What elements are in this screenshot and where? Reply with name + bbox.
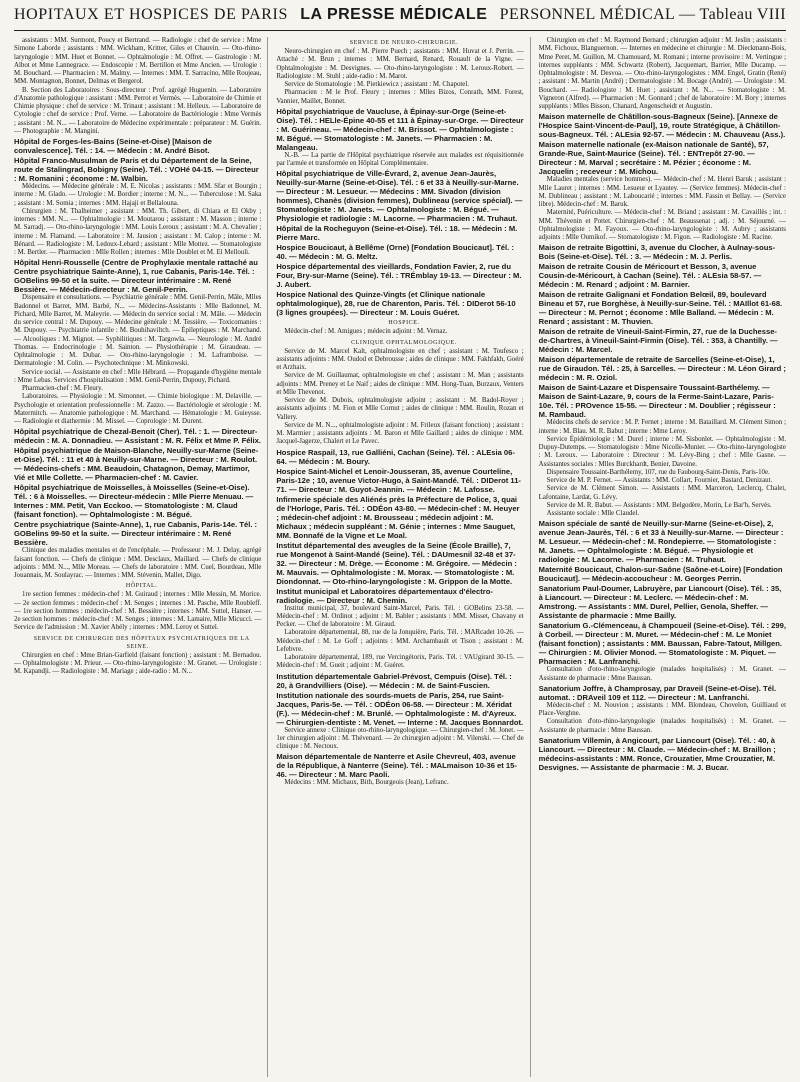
institution-heading: Maison de retraite de Vineuil-Saint-Firmin, 27, rue de la Duchesse-de-Chartres, à Vineuil-Saint-Firmin (Oise). Tél. : 353, à Chantilly. — Médecin : M. Marcel. [538, 327, 778, 355]
section-subheading: HÔPITAL. [125, 583, 158, 590]
staff-paragraph: Médecin-chef : M. Amigues ; médecin adjoint : M. Vernaz. [284, 328, 448, 336]
staff-paragraph: Service Épidémiologie : M. Durel ; interne : M. Sisbonlet. — Ophtalmologiste : M. Dupuy-Dutemps. — Stomatologiste : Mme Nicolle-Munier. — Oto-rhino-laryngologiste : M. Leroux. — Laboratoire : Directeur : M. Lévy-Bing ; chef : Mlle Gasne. — Assistantes sociales : Mlles Burckhardt, Benier, Davoine. [538, 435, 786, 468]
section-subheading: CLINIQUE OPHTALMOLOGIQUE. [351, 339, 457, 346]
staff-paragraph: Neuro-chirurgien en chef : M. Pierre Puech ; assistants : MM. Huvat et J. Perrin. — Attaché : M. Brun ; internes : MM. Bernard, Renard, Rouault de la Vigne. — Ophtalmologiste : M. Desvignes. — Oto-rhino-laryngologiste : M. Leroux-Robert. — Radiologiste : M. Stuhl ; aide-radio : M. Marot. [276, 48, 524, 80]
institution-heading: Institution départementale Gabriel-Prévost, Cempuis (Oise). Tél. : 20, à Grandvilliers (Oise). — Médecin : M. de Saint-Fuscien. [276, 671, 512, 690]
staff-paragraph: Laboratoire départemental, 189, rue Vercingétorix, Paris. Tél. : VAUgirard 30-15. — Médecin-chef : M. Gueit ; adjoint : M. Guéret. [276, 654, 524, 670]
staff-paragraph: Service de M. Marcel Kalt, ophtalmologiste en chef ; assistant : M. Toufesco ; assistants adjoints : MM. Oudod et Debrousse ; aides de clinique : MM. Fakhfakh, Goéré et Arzhaix. [276, 347, 524, 371]
institution-heading: Institution nationale des sourds-muets de Paris, 254, rue Saint-Jacques, Paris-5e. — Tél. : ODÉon 06-58. — Directeur : M. Xéridat (F.). — Médecin-chef : M. Brunlé. — Ophtalmologiste : M. d'Ayreux. — Chirurgien-dentiste : M. Venet. — Interne : M. Jacques Bonnardot. [276, 690, 524, 727]
staff-paragraph: Pharmacien : M le Prof. Fleury ; internes : Mlles Bizos, Conrath, MM. Forest, Vannier, Maillet, Bonnet. [276, 89, 524, 105]
institution-heading: Hospice Saint-Michel et Lenoir-Jousseran, 35, avenue Courteline, Paris-12e ; 10, avenue Victor-Hugo, à Saint-Mandé. Tél. : DIDerot 11-71. — Directeur : M. Guyot-Jeannin. — Médecin : M. Lafosse. [276, 466, 521, 494]
institution-heading: Hospice départemental des vieillards, Fondation Favier, 2, rue du Four, Bry-sur-Marne (Seine). Tél. : TRÉmblay 19-13. — Directeur : M. J. Aubert. [276, 262, 522, 290]
staff-paragraph: Médecins. — Médecine générale : M. E. Nicolas ; assistants : MM. Sfar et Bourgin ; interne : M. Glado. — Urologie : M. Bordier ; interne : M. N... — Tuberculose : M. Saka ; assistant : M. Somia ; internes : MM. Hajaji et Bellalouna. [14, 183, 262, 207]
section-subheading: HOSPICE. [388, 320, 420, 327]
institution-heading: Sanatorium G.-Clémenceau, à Champcueil (Seine-et-Oise). Tél. : 299, à Corbeil. — Directeur : M. Muret. — Médecin-chef : M. Le Moniet (faisant fonction) ; assistants : MM. Baussan, Fabre-Tatout, Millgen. — Chirurgien : M. Olivier Monod. — Stomatologiste : M. Piquet. — Pharmacien : M. Lanfranchi. [538, 621, 786, 667]
staff-paragraph: 1re section femmes : médecin-chef : M. Guiraud ; internes : Mlle Messin, M. Morice. — 2e section femmes : médecin-chef : M. Senges ; internes : M. Pasche, Mlle Roubleff. — 1re section hommes : médecin-chef : M. Bessière ; internes : MM. Suttel, Hanser. — 2e section hommes : médecin-chef : M. Senges ; internes : M. Lamaire, Mlle Micucci. — Service de l'admission : M. Xavier Abély ; internes : MM. Leroy et Suttel. [14, 591, 262, 632]
staff-paragraph: Maladies mentales (service hommes). — Médecin-chef : M. Henri Baruk ; assistant : Mlle Lauret ; internes : MM. Lesueur et Lyautey. — (Service femmes). Médecin-chef : M. Dublineau ; assistant : M. Laboucarié ; internes : MM. Fassin et Bellay. — (Service libre). Médecin-chef : M. Baruk. [538, 176, 786, 208]
institution-heading: Hôpital de Forges-les-Bains (Seine-et-Oise) [Maison de convalescence]. Tél. : 14. — Médecin : M. André Bisot. [14, 137, 212, 155]
institution-heading: Maison de retraite Galignani et Fondation Belœil, 89, boulevard Bineau et 57, rue Borghèse, à Neuilly-sur-Seine. Tél. : MAIllot 61-68. — Directeur : M. Pernot ; économe : Mlle Balland. — Médecin : M. Renard ; assistant : M. Thuvien. [538, 290, 783, 327]
staff-paragraph: Dispensaire et consultations. — Psychiatrie générale : MM. Genil-Perrin, Mâle, Mlles Badonnel et Barret, MM. Barbé, N... — Médecins-Assistants : Mlle Badonnel, M. Pichard, Mlle Barret, M. Maleyrie. — Médecin du service social : M. Mâle. — Médecin du service central : M. Dupouy. — Médecine générale : M. Tessière. — Toxicomanies : M. Dupouy. — Psychiatrie infantile : M. Bouhihaviltch. — Épileptiques : M. Marchand. — Alcooliques : M. Mignot. — Syphilitiques : M. Targowla. — Neurologie : M. André Thomas. — Endocrinologie : M. Sainton. — Physiothérapie : M. Giraudeau. — Ophtalmologie : M. Dubar. — Oto-rhino-laryngologie : M. Laframboise. — Dermatologie : M. Colin. — Psychotechnique : M. Minkowski. [14, 294, 262, 368]
institution-heading: Hôpital psychiatrique de Moisselles, à Moisselles (Seine-et-Oise). Tél. : 6 à Moisselles. — Directeur-médecin : Mlle Pierre Menuau. — Internes : MM. Petit, Van Ecckoo. — Stomatologiste : M. Claud (faisant fonction). — Ophtalmologiste : M. Bégué. [14, 483, 254, 520]
institution-heading: Hôpital Henri-Rousselle (Centre de Prophylaxie mentale rattaché au Centre psychiatrique Sainte-Anne), 1, rue Cabanis, Paris-14e. Tél. : GOBelins 99-50 et la suite. — Directeur intérimaire : M. René Bessière. — Médecin-directeur : M. Genil-Perrin. [14, 258, 258, 295]
column-1 [14, 37, 268, 1077]
staff-paragraph: Service annexe : Clinique oto-rhino-laryngologique. — Chirurgien-chef : M. Jonet. — 1er chirurgien adjoint : M. Thévenard. — 2e chirurgien adjoint : M. Vilenski. — Chef de clinique : M. Nectoux. [276, 726, 524, 750]
institution-heading: Hôpital psychiatrique de Vaucluse, à Épinay-sur-Orge (Seine-et-Oise). Tél. : HELle-Épine 40-55 et 111 à Épinay-sur-Orge. — Directeur : M. Guérineau. — Médecin-chef : M. Brissot. — Ophtalmologiste : M. Bégué. — Stomatologiste : M. Janets. — Pharmacien : M. Malangeau. [276, 106, 524, 152]
staff-paragraph: Médecins chefs de service : M. P. Fernet ; interne : M. Bataillard. M. Clément Simon ; interne : M. Blau. M. R. Babut ; interne : Mme Leroy. [538, 419, 786, 435]
institution-heading: Infirmerie spéciale des Aliénés près la Préfecture de Police, 3, quai de l'Horloge, Paris. Tél. : ODÉon 43-80. — Médecin-chef : M. Heuyer ; médecin-chef adjoint : M. Brousseau ; médecin adjoint : M. Michaux ; médecin suppléant : M. Génie ; internes : Mme Sauguet, MM. Bonnafé de la Vigne et Le Moal. [276, 494, 520, 540]
institution-heading: Maison de retraite Bigottini, 3, avenue du Clocher, à Aulnay-sous-Bois (Seine-et-Oise). Tél. : 3. — Médecin : M. J. Perlis. [538, 243, 776, 262]
staff-paragraph: Consultation d'oto-rhino-laryngologie (malades hospitalisés) : M. Granet. — Assistante de pharmacie : Mme Baussan. [538, 666, 786, 682]
staff-paragraph: Service de M. Guillaumat, ophtalmologiste en chef ; assistant : M. Man ; assistants adjoints : MM. Preney et Le Naif ; aides de clinique : MM. Hong-Tuan, Burzaux, Venters et Mlle Thevenot. [276, 372, 524, 396]
staff-paragraph: Service de M. R. Babut. — Assistants : MM. Belgodère, Morin, Le Bar'h, Servès. [546, 501, 772, 509]
header-center: LA PRESSE MÉDICALE [300, 6, 488, 23]
staff-paragraph: Chirurgien en chef : Mme Brian-Garfield (faisant fonction) ; assistant : M. Bernadou. — Ophtalmologiste : M. Prieur. — Oto-rhino-laryngologiste : M. Granet. — Urologiste : M. Kapandji. — Radiologiste : M. Mariage ; aide-radio : M. N... [14, 651, 262, 675]
staff-paragraph: N.-B. — La partie de l'Hôpital psychiatrique réservée aux malades est réquisitionnée par l'armée et transformée en Hôpital Complémentaire. [276, 151, 524, 167]
staff-paragraph: B. Section des Laboratoires : Sous-directeur : Prof. agrégé Huguenin. — Laboratoire d'Anatomie pathologique : assistant : MM. Perrot et Vermès. — Laboratoire de Chimie et Chimie physique : chef de service : M. Trinaut ; assistant : M. Helleux. — Laboratoire de Cytologie : chef de service : Prof. Verne. — Laboratoire de Bactériologie : Mme Vermès ; assistant : M. N... — Laboratoire de Médecine expérimentale : préparateur : M. Guérin. — Photographie : M. Mangini. [14, 86, 262, 135]
institution-heading: Hôpital Franco-Musulman de Paris et du Département de la Seine, route de Stalingrad, Bobigny (Seine). Tél. : VOHé 04-15. — Directeur : M. Romanini ; économe : M. Walbin. [14, 156, 259, 183]
staff-paragraph: Service social. — Assistante en chef : Mlle Hébrard. — Propagande d'hygiène mentale : Mme Lebas. Services d'hospitalisation : MM. Genil-Perrin, Dupouy, Pichard. [14, 368, 262, 384]
institution-heading: Centre psychiatrique (Sainte-Anne), 1, rue Cabanis, Paris-14e. Tél. : GOBelins 99-50 et la suite. — Directeur intérimaire : M. René Bessière. [14, 520, 258, 548]
columns [14, 37, 786, 1077]
staff-paragraph: Service de M. Clément Simon. — Assistants : MM. Marceron, Leclercq, Chalet, Lafontaine, Lardat, G. Lévy. [538, 485, 786, 501]
staff-paragraph: Laboratoires. — Physiologie : M. Simonnet. — Chimie biologique : M. Delaville. — Psychologie et orientation professionnelle : M. Zazzo. — Bactériologie et sérologie : M. Matermitch. — Anatomie pathologique : M. Marchand. — Hématologie : M. Guieysse. — Radiologie et diathermie : M. Missel. — Coprologie : M. Durent. [14, 393, 262, 425]
staff-paragraph: Médecins : MM. Michaux, Bith, Bourgeois (Jean), Lefranc. [284, 779, 449, 787]
institution-heading: Maternité Boucicaut, Chalon-sur-Saône (Saône-et-Loire) [Fondation Boucicaut]. — Médecin-accoucheur : M. Georges Perrin. [538, 565, 783, 584]
institution-heading: Hospice Raspail, 13, rue Galliéni, Cachan (Seine). Tél. : ALEsia 06-64. — Médecin : M. Boury. [276, 447, 515, 466]
institution-heading: Maison maternelle de Châtillon-sous-Bagneux (Seine). [Annexe de l'Hospice Saint-Vincent-de-Paul], 19, route Stratégique, à Châtillon-sous-Bagneux. Tél. : ALEsia 92-57. — Médecin : M. Chauveau (Ass.). [538, 112, 786, 140]
institution-heading: Institut départemental des aveugles de la Seine (École Braille), 7, rue Mongenot à Saint-Mandé (Seine). Tél. : DAUmesnil 32-48 et 37-32. — Directeur : M. Drège. — Économe : M. Grégoire. — Médecin : M. Mauvais. — Ophtalmologiste : M. Morax. — Stomatologiste : M. Diondonnat. — Oto-rhino-laryngologiste : M. Grippon de la Motte. [276, 540, 517, 586]
staff-paragraph: Laboratoire départemental, 88, rue de la Jonquière, Paris. Tél. : MARcadet 10-26. — Médecin-chef : M. Le Goff ; adjoints : MM. Archambault et Tison ; assistant : M. Lefebvre. [276, 629, 524, 653]
header-left: HOPITAUX ET HOSPICES DE PARIS [14, 6, 288, 23]
staff-paragraph: Service de Stomatologie : M. Pietkiewicz ; assistant : M. Chapotel. [284, 81, 470, 88]
staff-paragraph: Chirurgien en chef : M. Raymond Bernard ; chirurgien adjoint : M. Jeslin ; assistants : MM. Fichoux, Blanguernon. — Internes en médecine et chirurgie : M. Dieckmann-Bois, Mme Peret, M. Guillon, M. Chamouard, M. Romani ; interne provisoire : M. Vertingue ; internes suppléants : MM. Schwartz (Robert), Jacquemart, Barrier, Mlle Ducamp. — Ophtalmologiste : M. Desvoa. — Oto-rhino-laryngologistes : MM. Engel, Gratin (René) ; assistant : M. Martin (André) ; Dermatologiste : M. Bocage (André). — Urologiste : M. Bouchard. — Radiologiste : M. Huet ; assistant : M. N... — Stomatologiste : M. Vigneron (Alfred). — Pharmacien : M. Gonnard ; chef de laboratoire : M. Bory ; internes suppléants : Mlles Bisson, Chanard, Angenscheidt et Augustin. [538, 37, 786, 110]
institution-heading: Sanatorium Paul-Doumer, Labruyère, par Liancourt (Oise). Tél. : 35, à Liancourt. — Directeur : M. Leclerc. — Médecin-chef : M. Amstrong. — Assistants : MM. Durel, Pellier, Genola, Sheffer. — Assistante de pharmacie : Mme Bailly. [538, 584, 782, 621]
institution-heading: Hôpital psychiatrique de Ville-Évrard, 2, avenue Jean-Jaurès, Neuilly-sur-Marne (Seine-et-Oise). Tél. : 6 et 33 à Neuilly-sur-Marne. — Directeur : M. Lesueur. — Médecins : MM. Sivadon (division hommes), Chanès (division femmes), Dublineau (service spécial). — Stomatologiste : M. Janets. — Ophtalmologiste : M. Bégué. — Physiologie et radiologie : M. Lacorne. — Pharmacien : M. Truhaut. [276, 169, 523, 224]
page-header [14, 6, 786, 31]
column-3 [539, 37, 786, 1077]
section-subheading: SERVICE DE CHIRURGIE DES HÔPITAUX PSYCHIATRIQUES DE LA SEINE. [33, 635, 250, 650]
staff-paragraph: Service de M. Dubois, ophtalmologiste adjoint ; assistant : M. Badol-Royer ; assistants adjoints : M. Fion et Mlle Cornut ; aides de clinique : MM. Roulin, Rozan et Vallery. [276, 397, 524, 421]
institution-heading: Sanatorium Villemin, à Angicourt, par Liancourt (Oise). Tél. : 40, à Liancourt. — Directeur : M. Claude. — Médecin-chef : M. Braillon ; médecins-assistants : MM. Ronce, Crouzatier, Mme Crouzatier, M. Desvignes. — Assistante de pharmacie : M. J. Bucar. [538, 735, 776, 772]
staff-paragraph: Institut municipal, 37, boulevard Saint-Marcel, Paris. Tél. : GOBelins 23-58. — Médecin-chef : M. Ordinot ; adjoint : M. Babler ; assistants : MM. Misset, Chavany et Pecker. — Chef de laboratoire : M. Giraud. [276, 604, 524, 628]
institution-heading: Maison de Saint-Lazare et Dispensaire Toussaint-Barthélemy. — Maison de Saint-Lazare, 9, cours de la Ferme-Saint-Lazare, Paris-10e. Tél. : PROvence 15-55. — Directeur : M. Doublier ; régisseur : M. Rambaud. [538, 383, 776, 420]
staff-paragraph: Assistante sociale : Mlle Claudel. [546, 510, 640, 517]
institution-heading: Maison maternelle nationale (ex-Maison nationale de Santé), 57, Grande-Rue, Saint-Maurice (Seine). Tél. : ENTrepôt 27-90. — Directeur : M. Marval ; secrétaire : M. Pézier ; économe : M. Jacquelin ; receveur : M. Michou. [538, 140, 769, 177]
institution-heading: Hospice Boucicaut, à Bellême (Orne) [Fondation Boucicaut]. Tél. : 40. — Médecin : M. G. Meltz. [276, 243, 514, 262]
institution-heading: Maison spéciale de santé de Neuilly-sur-Marne (Seine-et-Oise), 2, avenue Jean-Jaurès, Tél. : 6 et 33 à Neuilly-sur-Marne. — Directeur : M. Lesueur. — Médecin-chef : M. Rondepierre. — Stomatologiste : M. Janets. — Ophtalmologiste : M. Bégué. — Physiologie et radiologie : M. Lacorne. — Pharmacien : M. Truhaut. [538, 519, 784, 565]
staff-paragraph: Service de M. P. Fernet. — Assistants : MM. Collart, Fournier, Bastard, Denizaut. [546, 477, 773, 484]
staff-paragraph: Maternité, Puériculture. — Médecin-chef : M. Briand ; assistant : M. Cavaillès ; int. : MM. Thévenin et Pottet. Chirurgien-chef : M. Beaussenat ; adj. : M. Séjourné. — Ophtalmologiste : M. Fayoux. — Oto-rhino-laryngologiste : M. Aubry ; assistants adjoints : Mlle Oumikof. — Stomatologiste : M. Figon. — Radiologiste : M. Racine. [538, 209, 786, 241]
staff-paragraph: assistants : MM. Surmont, Poucy et Bertrand. — Radiologie : chef de service : Mme Simone Laborde ; assistants : MM. Wickham, Kritter, Giles et Chauvin. — Oto-rhino-laryngologie : MM. Huet et Bonnet. — Ophtalmologie : M. Offret. — Gastrologie : M. Albot et Mme Lannegrace. — Endoscopie : M. Bertillon et Mme Ancien. — Urologie : M. Bouchard. — Pharmacien : M. Malmy. — Internes : MM. T. Sarracino, Mlle Roujeau, MM. Montagnon, Bonnet, Delmas et Bergerol. [14, 37, 262, 86]
staff-paragraph: Pharmacien-chef : M. Fleury. [22, 385, 103, 392]
column-2 [276, 37, 530, 1077]
header-right: PERSONNEL MÉDICAL — Tableau VIII [499, 6, 786, 23]
institution-heading: Hôpital psychiatrique de Chezal-Benoit (Cher). Tél. : 1. — Directeur-médecin : M. A. Donnadieu. — Assistant : M. R. Félix et Mme P. Félix. [14, 427, 261, 446]
institution-heading: Sanatorium Joffre, à Champrosay, par Draveil (Seine-et-Oise). Tél. automat. : DRAveil 109 et 112. — Directeur : M. Lanfranchi. [538, 683, 777, 702]
institution-heading: Hôpital psychiatrique de Maison-Blanche, Neuilly-sur-Marne (Seine-et-Oise). Tél. : 11 et 40 à Neuilly-sur-Marne. — Directeur : M. Roulot. — Médecins-chefs : MM. Beaudoin, Chatagnon, Demay, Martimor, Vié et Mlle Collette. — Pharmacien-chef : M. Cavier. [14, 446, 259, 483]
staff-paragraph: Médecin-chef : M. Nouvion ; assistants : MM. Blondeau, Chovelon, Guilliaud et Place-Verghne. [538, 701, 786, 717]
institution-heading: Maison de retraite Cousin de Méricourt et Besson, 3, avenue Cousin-de-Méricourt, à Cachan (Seine). Tél. : ALEsia 58-57. — Médecin : M. Renard ; adjoint : M. Barnier. [538, 262, 762, 290]
staff-paragraph: Clinique des maladies mentales et de l'encéphale. — Professeur : M. J. Delay, agrégé faisant fonction. — Chefs de clinique : MM. Desclaux, Maillard. — Chefs de clinique adjoints : MM. N..., Mlle Moreau. — Chefs de laboratoire : MM. Cuel, Bourdeau, Mlle Jouannais, M. Soulayrac. — Internes : MM. Stévenin, Mallet, Digo. [14, 547, 262, 579]
institution-heading: Maison départementale de retraite de Sarcelles (Seine-et-Oise), 1, rue de Giraudon. Tél. : 25, à Sarcelles. — Directeur : M. Léon Girard ; médecin : M. R. Oziol. [538, 355, 786, 383]
institution-heading: Maison départementale de Nanterre et Asile Chevreul, 403, avenue de la République, à Nanterre (Seine). Tél. : MALmaison 10-36 et 15-46. — Directeur : M. Marc Paoli. [276, 752, 517, 780]
institution-heading: Hospice National des Quinze-Vingts (et Clinique nationale ophtalmologique), 28, rue de Charenton, Paris. Tél. : DIDerot 56-10 (3 lignes groupées). — Directeur : M. Louis Guéret. [276, 290, 516, 318]
institution-heading: Institut municipal et Laboratoires départementaux d'électro-radiologie. — Directeur : M. Chemin. [276, 586, 493, 605]
section-subheading: SERVICE DE NEURO-CHIRURGIE. [349, 40, 459, 46]
institution-heading: Hôpital de la Rocheguyon (Seine-et-Oise). Tél. : 18. — Médecin : M. Pierre Marc. [276, 224, 518, 243]
staff-paragraph: Chirurgien : M. Thalheimer ; assistant : MM. Th. Gibert, di Chiara et El Okby ; internes : MM. N... — Ophtalmologie : M. Moutarou ; assistant : M. Masson ; interne : M. Sarradj. — Oto-rhino-laryngologie : MM. Louis Leroux ; assistant : M. A. Chevalier ; interne : M. Flamand. — Laboratoire : M. Jausion ; assistant : M. Calop ; interne : M. Bénard. — Radiologiste : M. Ledoux-Lebard ; assistant : Mlle Mottez. — Stomatologiste : M. Bertler. — Pharmacien : Mlle Rollen ; internes : Mlle Doublet et M. El Mellouli. [14, 207, 262, 256]
staff-paragraph: Consultation d'oto-rhino-laryngologie (malades hospitalisés) : M. Granet. — Assistante de pharmacie : Mme Baussan. [538, 718, 786, 734]
staff-paragraph: Service de M. N..., ophtalmologiste adjoint : M. Frileux (faisant fonction) ; assistant : M. Marmier ; assistants adjoints : M. Baron et Mlle Gaillard ; aides de clinique : MM. Jacquel-Jagerze, Chalert et Le Pavec. [276, 421, 524, 446]
staff-paragraph: Dispensaire Toussaint-Barthélemy, 107, rue du Faubourg-Saint-Denis, Paris-10e. [546, 468, 770, 476]
